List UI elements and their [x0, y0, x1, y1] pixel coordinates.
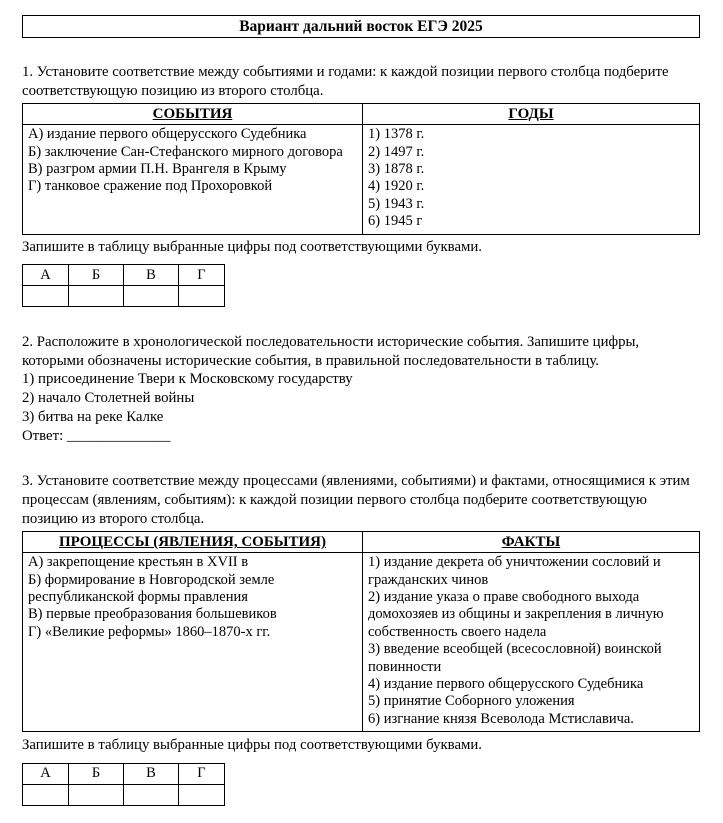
q2-block [22, 333, 700, 446]
q1-year-3: 3) 1878 г. [368, 161, 425, 177]
q1-year-5: 5) 1943 г. [368, 195, 425, 212]
q1-match-table [22, 103, 700, 234]
q3-answer-letter-g: Г [179, 763, 225, 784]
q3-prompt: 3. Установите соответствие между процессами (явлениями, событиями) и фактами, относящимися к этим процессам (явлениям, событиям): к каждой позиции первого столбца подберите соответствующую позицию из второго столбца. [22, 473, 690, 527]
q3-process-v: В) первые преобразования большевиков [28, 606, 277, 623]
q3-answer-input-row [23, 784, 225, 805]
q3-col-header-processes: ПРОЦЕССЫ (ЯВЛЕНИЯ, СОБЫТИЯ) [23, 532, 363, 553]
q3-write-instruction: Запишите в таблицу выбранные цифры под соответствующими буквами. [22, 737, 483, 754]
q1-answer-cell-a [23, 286, 69, 307]
q3-answer-letter-b: Б [69, 763, 124, 784]
q1-answer-input-row [23, 286, 225, 307]
q3-fact-6: 6) изгнание князя Всеволода Мстиславича. [368, 710, 634, 727]
q3-answer-table [22, 763, 225, 806]
q3-fact-1: 1) издание декрета об уничтожении сословий и гражданских чинов [368, 554, 661, 588]
q1-event-b: Б) заключение Сан-Стефанского мирного договора [28, 143, 343, 160]
q1-event-g: Г) танковое сражение под Прохоровкой [28, 178, 273, 195]
q3-fact-2: 2) издание указа о праве свободного выхода домохозяев из общины и закрепления в личную собственность своего надела [368, 589, 664, 640]
q1-answer-letter-v: В [124, 265, 179, 286]
q3-col-header-facts: ФАКТЫ [363, 532, 699, 553]
q3-answer-cell-v [124, 784, 179, 805]
q1-year-4: 4) 1920 г. [368, 178, 425, 195]
q3-fact-4: 4) издание первого общерусского Судебника [368, 676, 644, 693]
q1-event-a: А) издание первого общерусского Судебника [28, 126, 307, 143]
q3-fact-3: 3) введение всеобщей (всесословной) воинской повинности [368, 641, 662, 675]
q2-prompt: 2. Расположите в хронологической последовательности исторические события. Запишите цифры, которыми обозначены исторические события, в правильной последовательности в таблицу. [22, 334, 640, 369]
q3-fact-5: 5) принятие Соборного уложения [368, 693, 575, 710]
q1-answer-letter-b: Б [69, 265, 124, 286]
q1-answer-cell-g [179, 286, 225, 307]
q3-answer-cell-b [69, 784, 124, 805]
q1-years-cell [363, 125, 699, 233]
q1-answer-cell-v [124, 286, 179, 307]
q1-col-header-events: СОБЫТИЯ [23, 104, 363, 125]
q1-answer-cell-b [69, 286, 124, 307]
q1-year-1: 1) 1378 г. [368, 126, 425, 143]
q1-event-v: В) разгром армии П.Н. Врангеля в Крыму [28, 161, 287, 177]
q3-answer-letter-v: В [124, 763, 179, 784]
q1-events-cell [23, 125, 363, 233]
q3-process-g: Г) «Великие реформы» 1860–1870-х гг. [28, 623, 271, 640]
q3-answer-letter-a: А [23, 763, 69, 784]
q2-item-2: 2) начало Столетней войны [22, 390, 195, 407]
q1-year-6: 6) 1945 г [368, 213, 423, 230]
document-title-box [22, 15, 700, 38]
q1-answer-table [22, 264, 225, 307]
q3-answer-cell-g [179, 784, 225, 805]
q1-year-2: 2) 1497 г. [368, 143, 425, 160]
q3-facts-cell [363, 553, 699, 731]
q1-prompt: 1. Установите соответствие между событиями и годами: к каждой позиции первого столбца подберите соответствующую позицию из второго столбца. [22, 64, 669, 99]
q3-answer-header-row [23, 763, 225, 784]
q2-item-1: 1) присоединение Твери к Московскому государству [22, 371, 353, 388]
q1-answer-header-row [23, 265, 225, 286]
q1-write-instruction: Запишите в таблицу выбранные цифры под соответствующими буквами. [22, 238, 483, 255]
document-title: Вариант дальний восток ЕГЭ 2025 [239, 17, 483, 35]
q1-answer-letter-g: Г [179, 265, 225, 286]
q1-col-header-years: ГОДЫ [363, 104, 699, 125]
q3-process-b: Б) формирование в Новгородской земле республиканской формы правления [28, 571, 275, 605]
q2-item-3: 3) битва на реке Калке [22, 409, 164, 426]
q3-processes-cell [23, 553, 363, 731]
q1-answer-letter-a: А [23, 265, 69, 286]
q2-answer-line: Ответ: ______________ [22, 428, 171, 445]
q3-match-table [22, 531, 700, 732]
q3-answer-cell-a [23, 784, 69, 805]
q3-process-a: А) закрепощение крестьян в XVII в [28, 554, 249, 571]
